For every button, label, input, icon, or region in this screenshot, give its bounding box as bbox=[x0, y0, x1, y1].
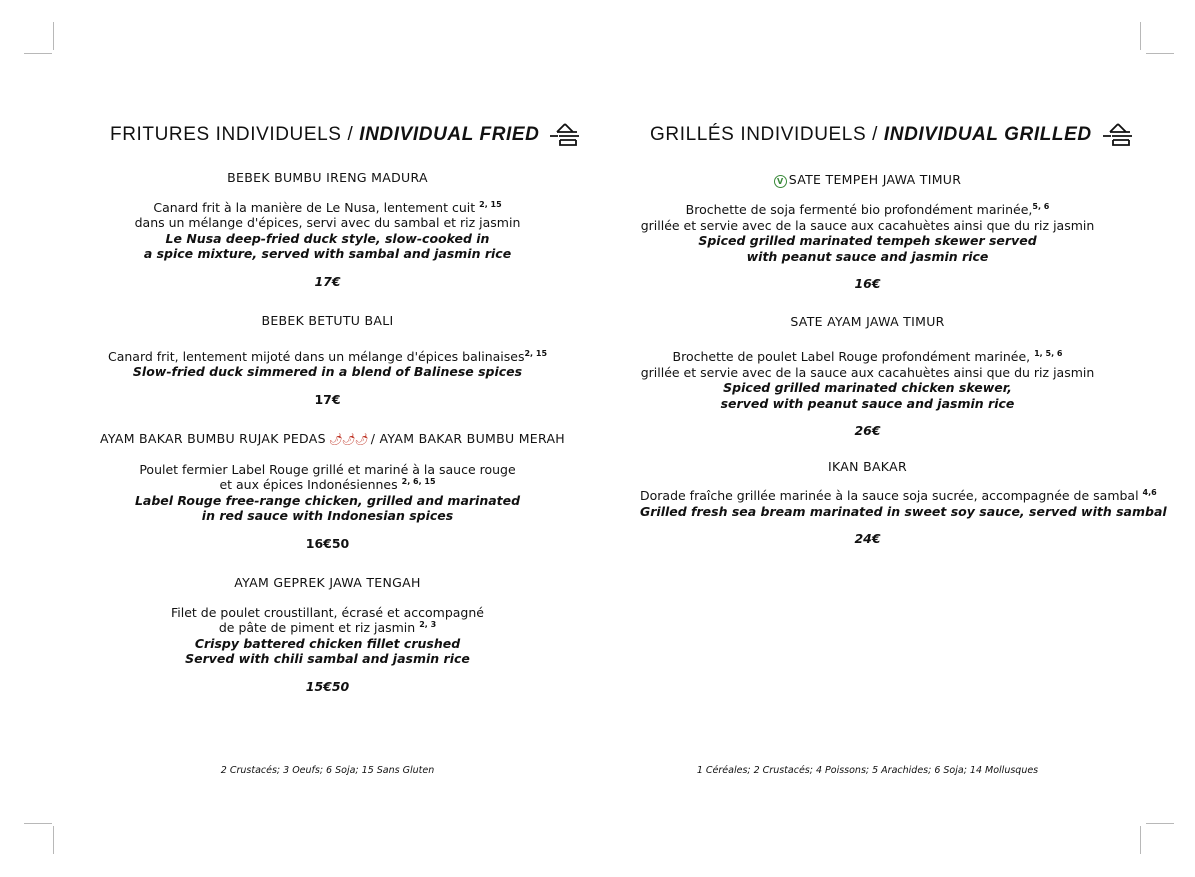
dish-name: V SATE TEMPEH JAWA TIMUR bbox=[640, 172, 1095, 188]
dish-description-fr: Filet de poulet croustillant, écrasé et accompagné bbox=[171, 604, 484, 620]
dish-description-en: in red sauce with Indonesian spices bbox=[201, 508, 454, 523]
dish-description-en: Slow-fried duck simmered in a blend of Balinese spices bbox=[132, 364, 523, 379]
crop-mark bbox=[1140, 22, 1141, 50]
crop-mark bbox=[24, 823, 52, 824]
heading-english: INDIVIDUAL FRIED bbox=[359, 124, 540, 145]
dish-description-fr: grillée et servie avec de la sauce aux cacahuètes ainsi que du riz jasmin bbox=[640, 364, 1095, 380]
allergen-sup: 2, 15 bbox=[479, 199, 502, 209]
dish-description-fr: de pâte de piment et riz jasmin $^{2, 3}$ bbox=[218, 620, 437, 635]
crop-mark bbox=[53, 22, 54, 50]
dish-price: 16€50 bbox=[305, 535, 350, 551]
dish-name: SATE AYAM JAWA TIMUR bbox=[790, 313, 945, 329]
menu-item-ayam-bakar bbox=[100, 431, 566, 551]
dish-description-fr: Poulet fermier Label Rouge grillé et mariné à la sauce rouge bbox=[139, 461, 516, 477]
menu-item-sate-ayam bbox=[640, 314, 1095, 439]
allergen-sup: 2, 15 bbox=[524, 348, 548, 358]
dish-description-fr: Dorade fraîche grillée marinée à la sauce soja sucrée, accompagnée de sambal $^{4,6}$ bbox=[640, 488, 1157, 503]
section-heading-fried bbox=[100, 118, 555, 152]
menu-item-ikan-bakar bbox=[640, 458, 1167, 547]
heading-english: INDIVIDUAL GRILLED bbox=[883, 124, 1092, 145]
dish-description-fr: dans un mélange d'épices, servi avec du sambal et riz jasmin bbox=[134, 215, 521, 230]
crop-mark bbox=[1140, 826, 1141, 854]
allergen-sup: 5, 6 bbox=[1032, 202, 1050, 211]
dish-price: 16€ bbox=[854, 276, 881, 291]
dish-description-en: Served with chili sambal and jasmin rice bbox=[185, 651, 470, 666]
house-logo-icon bbox=[1102, 122, 1136, 158]
dish-description-en: Le Nusa deep-fried duck style, slow-cooked in bbox=[165, 230, 490, 246]
house-logo-icon bbox=[549, 122, 583, 158]
dish-description-fr: Canard frit, lentement mijoté dans un mélange d'épices balinaises$^{2, 15}$ bbox=[107, 348, 548, 364]
dish-price: 17€ bbox=[314, 273, 341, 289]
menu-item-ayam-geprek bbox=[100, 575, 555, 694]
dish-name: BEBEK BUMBU IRENG MADURA bbox=[227, 170, 428, 185]
allergen-sup: 4,6 bbox=[1142, 488, 1157, 497]
crop-mark bbox=[1146, 53, 1174, 54]
dish-price: 26€ bbox=[854, 423, 881, 438]
dish-description-fr: Brochette de poulet Label Rouge profondément marinée, $^{1, 5, 6}$ bbox=[672, 349, 1063, 364]
grilled-section bbox=[640, 118, 1167, 547]
allergen-sup: 2, 3 bbox=[419, 620, 437, 629]
allergen-sup: 2, 6, 15 bbox=[401, 477, 436, 486]
dish-description-en: Grilled fresh sea bream marinated in sweet soy sauce, served with sambal bbox=[640, 503, 1167, 519]
menu-item-bebek-bumbu-ireng bbox=[100, 170, 555, 289]
allergen-footnote: 1 Céréales; 2 Crustacés; 4 Poissons; 5 Arachides; 6 Soja; 14 Mollusques bbox=[696, 765, 1039, 776]
dish-description-fr: Brochette de soja fermenté bio profondément marinée,$^{5, 6}$ bbox=[685, 202, 1050, 217]
dish-price: 15€50 bbox=[305, 678, 350, 694]
dish-name: IKAN BAKAR bbox=[828, 458, 907, 474]
vegetarian-leaf-icon: V bbox=[774, 175, 787, 188]
chili-icon: 🌶🌶🌶 bbox=[328, 433, 368, 446]
dish-description-fr: et aux épices Indonésiennes $^{2, 6, 15}$ bbox=[219, 477, 436, 492]
heading-french: GRILLÉS INDIVIDUELS / bbox=[650, 124, 884, 145]
dish-description-en: Crispy battered chicken fillet crushed bbox=[194, 635, 461, 651]
dish-name: AYAM BAKAR BUMBU RUJAK PEDAS 🌶🌶🌶 / AYAM BAKAR BUMBU MERAH bbox=[100, 431, 566, 446]
dish-name: BEBEK BETUTU BALI bbox=[261, 313, 394, 328]
menu-item-sate-tempeh bbox=[640, 172, 1095, 292]
allergen-sup: 1, 5, 6 bbox=[1034, 349, 1063, 358]
dish-price: 17€ bbox=[314, 391, 341, 407]
dish-description-en: a spice mixture, served with sambal and jasmin rice bbox=[143, 246, 512, 261]
dish-description-en: Spiced grilled marinated chicken skewer, bbox=[723, 380, 1012, 395]
fried-section bbox=[100, 118, 566, 694]
crop-mark bbox=[1146, 823, 1174, 824]
heading-french: FRITURES INDIVIDUELS / bbox=[110, 124, 360, 145]
crop-mark bbox=[24, 53, 52, 54]
dish-price: 24€ bbox=[854, 531, 881, 546]
dish-description-fr: Canard frit à la manière de Le Nusa, lentement cuit $^{2, 15}$ bbox=[153, 199, 502, 215]
dish-description-en: served with peanut sauce and jasmin rice bbox=[720, 395, 1015, 411]
dish-description-en: with peanut sauce and jasmin rice bbox=[746, 248, 989, 264]
dish-description-fr: grillée et servie avec de la sauce aux cacahuètes ainsi que du riz jasmin bbox=[640, 217, 1095, 233]
crop-mark bbox=[53, 826, 54, 854]
allergen-footnote: 2 Crustacés; 3 Oeufs; 6 Soja; 15 Sans Gluten bbox=[220, 765, 435, 776]
dish-description-en: Spiced grilled marinated tempeh skewer served bbox=[698, 233, 1037, 248]
dish-name: AYAM GEPREK JAWA TENGAH bbox=[234, 575, 421, 590]
dish-description-en: Label Rouge free-range chicken, grilled and marinated bbox=[134, 492, 521, 508]
section-heading-grilled bbox=[640, 118, 1095, 152]
menu-item-bebek-betutu bbox=[100, 313, 555, 407]
